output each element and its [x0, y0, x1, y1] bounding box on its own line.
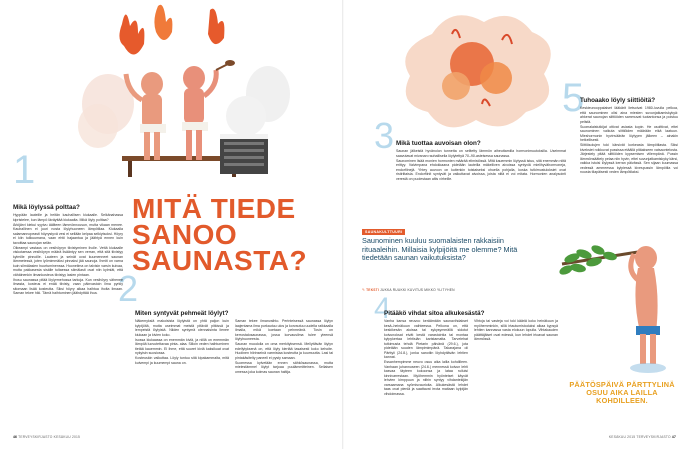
magazine-name: TERVEYSKIRJASTO [18, 435, 53, 439]
section-1-heading: Mikä löylyssä polttaa? [13, 204, 80, 211]
paragraph: Suomalaistutkijat ottivat asiasta kopin. He osoittivat, ettei saunominen vaikuta siittiöiden määrään eikä laatuun. Mieshormonin hyvinväärän löylyyen jälkeen – ainakin hetkellisesti. [580, 124, 678, 143]
section-number-4: 4 [374, 292, 391, 325]
sauna-bathers-illustration [60, 4, 310, 199]
paragraph: Suomessa kylvetään ennen sähkösaunassa, mutta mielestämme! löylyt tarjoaa puulämmitteinen. Sellaisen omessa joka kolmas saunan haltija. [235, 360, 333, 374]
paragraph: Saunan muodolla on oma merkityksensä. Mellyttävän löylyn edellytyksenä on, että löyly kiertää tasaisesti koko kehoite. Huolinen hiirinseinä varmistaa kosteutta ja kuumuutta. Lasi tai pintakäsitelty paneeli ei pysty samaan. [235, 342, 333, 360]
lead-paragraph: Saunominen kuuluu suomalaisten rakkaisiin rituaaleihin. Millaisia kylpijöitä me olemme? Mitä tiedetään saunan vaikutuksista? [362, 236, 518, 263]
section-2-body-col1 [135, 319, 229, 431]
sauna-steam-illustration [392, 4, 564, 142]
paragraph: Kosteuskin vaikuttaa. Löyly tuntuu sitä kipakammalta, mitä kuivempi ja kuumempi sauna on. [135, 356, 229, 365]
footer-left [13, 435, 80, 439]
paragraph: Vihtoja tai vasteja voi toki kääriä koko heinäkuun ja myöhemminkin, sillä irtautumistoduksi alkaa kypsyä lehtien kannassa vasta elokuun lopulla. Vihtakauden päättäjäiset ovat edessä, kun lehdet irtoavat saunan lämmössä. [474, 319, 558, 341]
title-line: MITÄ TIEDE [132, 193, 296, 224]
paragraph: Hyppään lauteille ja heitän kauhallisen kiukaalle. Selkänahassa kipristelee, kun lämpö läväyttää kiukaalta. Mikä löyly polttaa? [13, 213, 123, 222]
page-title [132, 193, 332, 276]
section-number-3: 3 [374, 115, 395, 156]
section-number-2: 2 [118, 268, 139, 309]
issue-date: KESÄKUU 2015 [53, 435, 81, 439]
page-number: 46 [13, 435, 18, 439]
section-5-heading: Tuhoaako löyly siittiöitä? [580, 97, 656, 104]
paragraph: Näkemyksiä makoisista löylyistä on yhtä paljon kuin kylpijöitä, mutta useimmat meistä pitävät pitkissä ja lempeistä löylyistä. Niiden syntymä olennaisinta lienee kiukaan ja kivien koko. [135, 319, 229, 337]
section-number-1: 1 [13, 148, 36, 192]
paragraph: Ärkijärvi kiekui syytvu ääliteen lämmönnousun, mutta vikaan menee. Kauhallinen ei juuri nosta löylyhuoneen lämpötilaa. Kiukaalla salamannopeasti höyrystyvä vesi ei sellään kelpaa selkiytsoksi. Höyry ei kiin tulikuumana, vaan ehtii hajaantua ja jäähtyä ennen kuin tavoittaa saunojan selän. [13, 222, 123, 245]
sauna-vihta-illustration [548, 228, 684, 378]
title-line: SANOO [132, 219, 238, 250]
section-4-body-col1 [384, 319, 468, 432]
paragraph: Oikeampi vastaus on vesihöyryn tiivistyminen iholle. Vettä kiukaalle viskotaessa vesihöyryn määrä lisääntyy sen verran, että sitä tiivistyy kylmille pinnoille. Lauteen ja seinät ovat kuumenneet saunan lämmetessä, joten lyömimmäksi pinnaksi jää saunoja. Ihmiti on varna kuin silmälasien huurtuminenssa. Huoneilma on talvisin varsin kuivaa, mutta pakkasesta sisälle tultaessa silmälasit ovat niin kylmiät, että vähäinenkin ilmankosteus tiivistyy lasien pintaan. [13, 245, 123, 277]
section-4-heading: Pitääkö vihdat sitoa alkukesästä? [384, 310, 485, 317]
paragraph: Saunominen lisää monien hormonien määrää elimistössä. Mitä kauemmin löylyssä istuu, sitä enemmän niitä erittyy. Valvimpana ehdokkaana pidetään lauteilla mäkelliven aivoissa syntyviä mielihyvähormoneja, endorfiinejä. Yhtey auvoon on kuitenkin toistaiseksi ohuella pohjalla, koska tutkimustuloksiet ovat ristiriitaisia. Endorfiinit syntyvät ja vaikuttavat aivoissa, joista niitä ei voi mitata. Hormonien analysointi verestä on puolestaan altis virheille. [396, 158, 566, 181]
section-3-heading: Mikä tuottaa auvoisan olon? [396, 140, 481, 147]
title-line: SAUNASTA? [132, 245, 308, 276]
section-number-5: 5 [562, 76, 585, 120]
page-number: 47 [671, 435, 676, 439]
paragraph: Saman tekee ilmanvaihto. Perinteisessä saunassa löylyn laajentama ilma purkautuu ulos ja korvautuu uudella raikkaalla ilmalla, mikä koetaan pehmeänä. Tosin on kerrostalosaunassa, jossa korvausilma tulee yleensä löylyhuoneesta. [235, 319, 333, 341]
paragraph: Vanha kansa neuvoo keräämään saunavihdakset kesä–heinäkuun vaihteessa. Pelkona on, että keskikesän aluissa tai sykysymmällä sidotut koivunoksat eivät kestä varastointia tai montaa kylpykertaa lehtisiän karistamatta. Tarvelehat tutkimusta tehdä Pietarin päivänä (29.6.), jota pidetään suuden lämpimimpänä. Takarajana oli Pärttyli (24.8.), jonka sanotiin löyhdyttävän lehtien kannat. [384, 319, 468, 359]
issue-date: KESÄKUU 2015 [608, 435, 636, 439]
category-tag: SAUNAKULTTUURI [362, 229, 405, 235]
paragraph: Keskieurooppalaiset lääkärit lietsoivat 1980-luvulla pelkoa, että saunominen olisi aina miesten suvunjatkamiskykyä: ahkerat saunojan siittiöiden sammuvat tuotantonsa ja poistuu pelistä. [580, 106, 678, 124]
footer-right [609, 435, 676, 439]
credits [362, 288, 455, 292]
section-5-body [580, 106, 678, 228]
paragraph: Ihosu saunassa pitää löylyrmehossa tarkoja. Kun vesihöyry vähenee ilmasta, kosteus ei enää tiivisty, vaan päinvastoin ilma pyrkiy sitomaan lisää kosteutta. Siksi höyry alkaa haihtua iholta ilmaan. Saman tekee hiki. Tämä haihtuminen jäähdyttää ihoa. [13, 277, 123, 296]
credits-label: TEKSTI [366, 288, 380, 292]
pull-quote: PÄÄTÖSPÄIVÄ PÄRTTYLINÄ OSUU AIKA LAILLA KOHDILLEEN. [569, 380, 675, 405]
section-2-body-col2 [235, 319, 333, 431]
section-2-heading: Miten syntyvät pehmeät löylyt? [135, 310, 229, 317]
section-1-body [13, 213, 123, 431]
section-4-body-col2 [474, 319, 558, 432]
paragraph: Saunan jälkeistä hyvänolon tunnetta on selitetty lämmön aiheuttamilla hormonimuutoksilla. Useimmat saavutavat mivanan rauhallisella löylytettyä 70–90-asteisessa saunassa. [396, 149, 566, 158]
section-3-body [396, 149, 566, 221]
page-gutter [342, 0, 344, 449]
paragraph: Siittiösolujen toki kärsivät korkeasta lämpötilasta. Siksi kiveksiet roikkuvat pussissa etäällä pitäakseen vatsaontelosta. Järjestely pitää siittiöiden kypsemisen viilempänä. Pussin lämmönsäätely pelaa niin hyvin, ettei suvunjatkamiskyky kärsi, vaikka istuisi löylyssä kerran päivässä. Sen sijaan kuumassa vedessä ammeessa kylpiessä kivespussin lämpötila voi nousta tilapäisesti veden lämpötilaksi. [580, 143, 678, 175]
credits-text: JUKKA RUUKKI KUVITUS MIKKO YLITYHEN [380, 288, 455, 292]
paragraph: Essanhempimme neuvo osuu aika lailla kohdilleen. Vanhaan juhannuseen (24.6.) mennessä koivun lehti kasvaa täyteen kokoonsa ja lataa ruiluisi kinnivarrestaan. Myöhemmin hyönteiset käyvät lehvien kimppuun ja niihin syntyy vihdantekijän varsaamana syömisvaurioita. Alkukesästä lehdet taas ovat pieniä ja saattavat irrota maitaan kylpijän vihdoimassa. [384, 360, 468, 396]
magazine-name: TERVEYSKIRJASTO [636, 435, 671, 439]
paragraph: Isossa kiukaassa on enemmän kiviä, ja niillä on enemmän lämpöä luovutettavaa pinta- alaa. Silloin veden haihtuminen tietää kauemmin. Ei ihme, että suuret kiviä kaksikuat ovat nykyisin suosiossa. [135, 337, 229, 356]
pencil-icon: ✎ [362, 288, 365, 292]
